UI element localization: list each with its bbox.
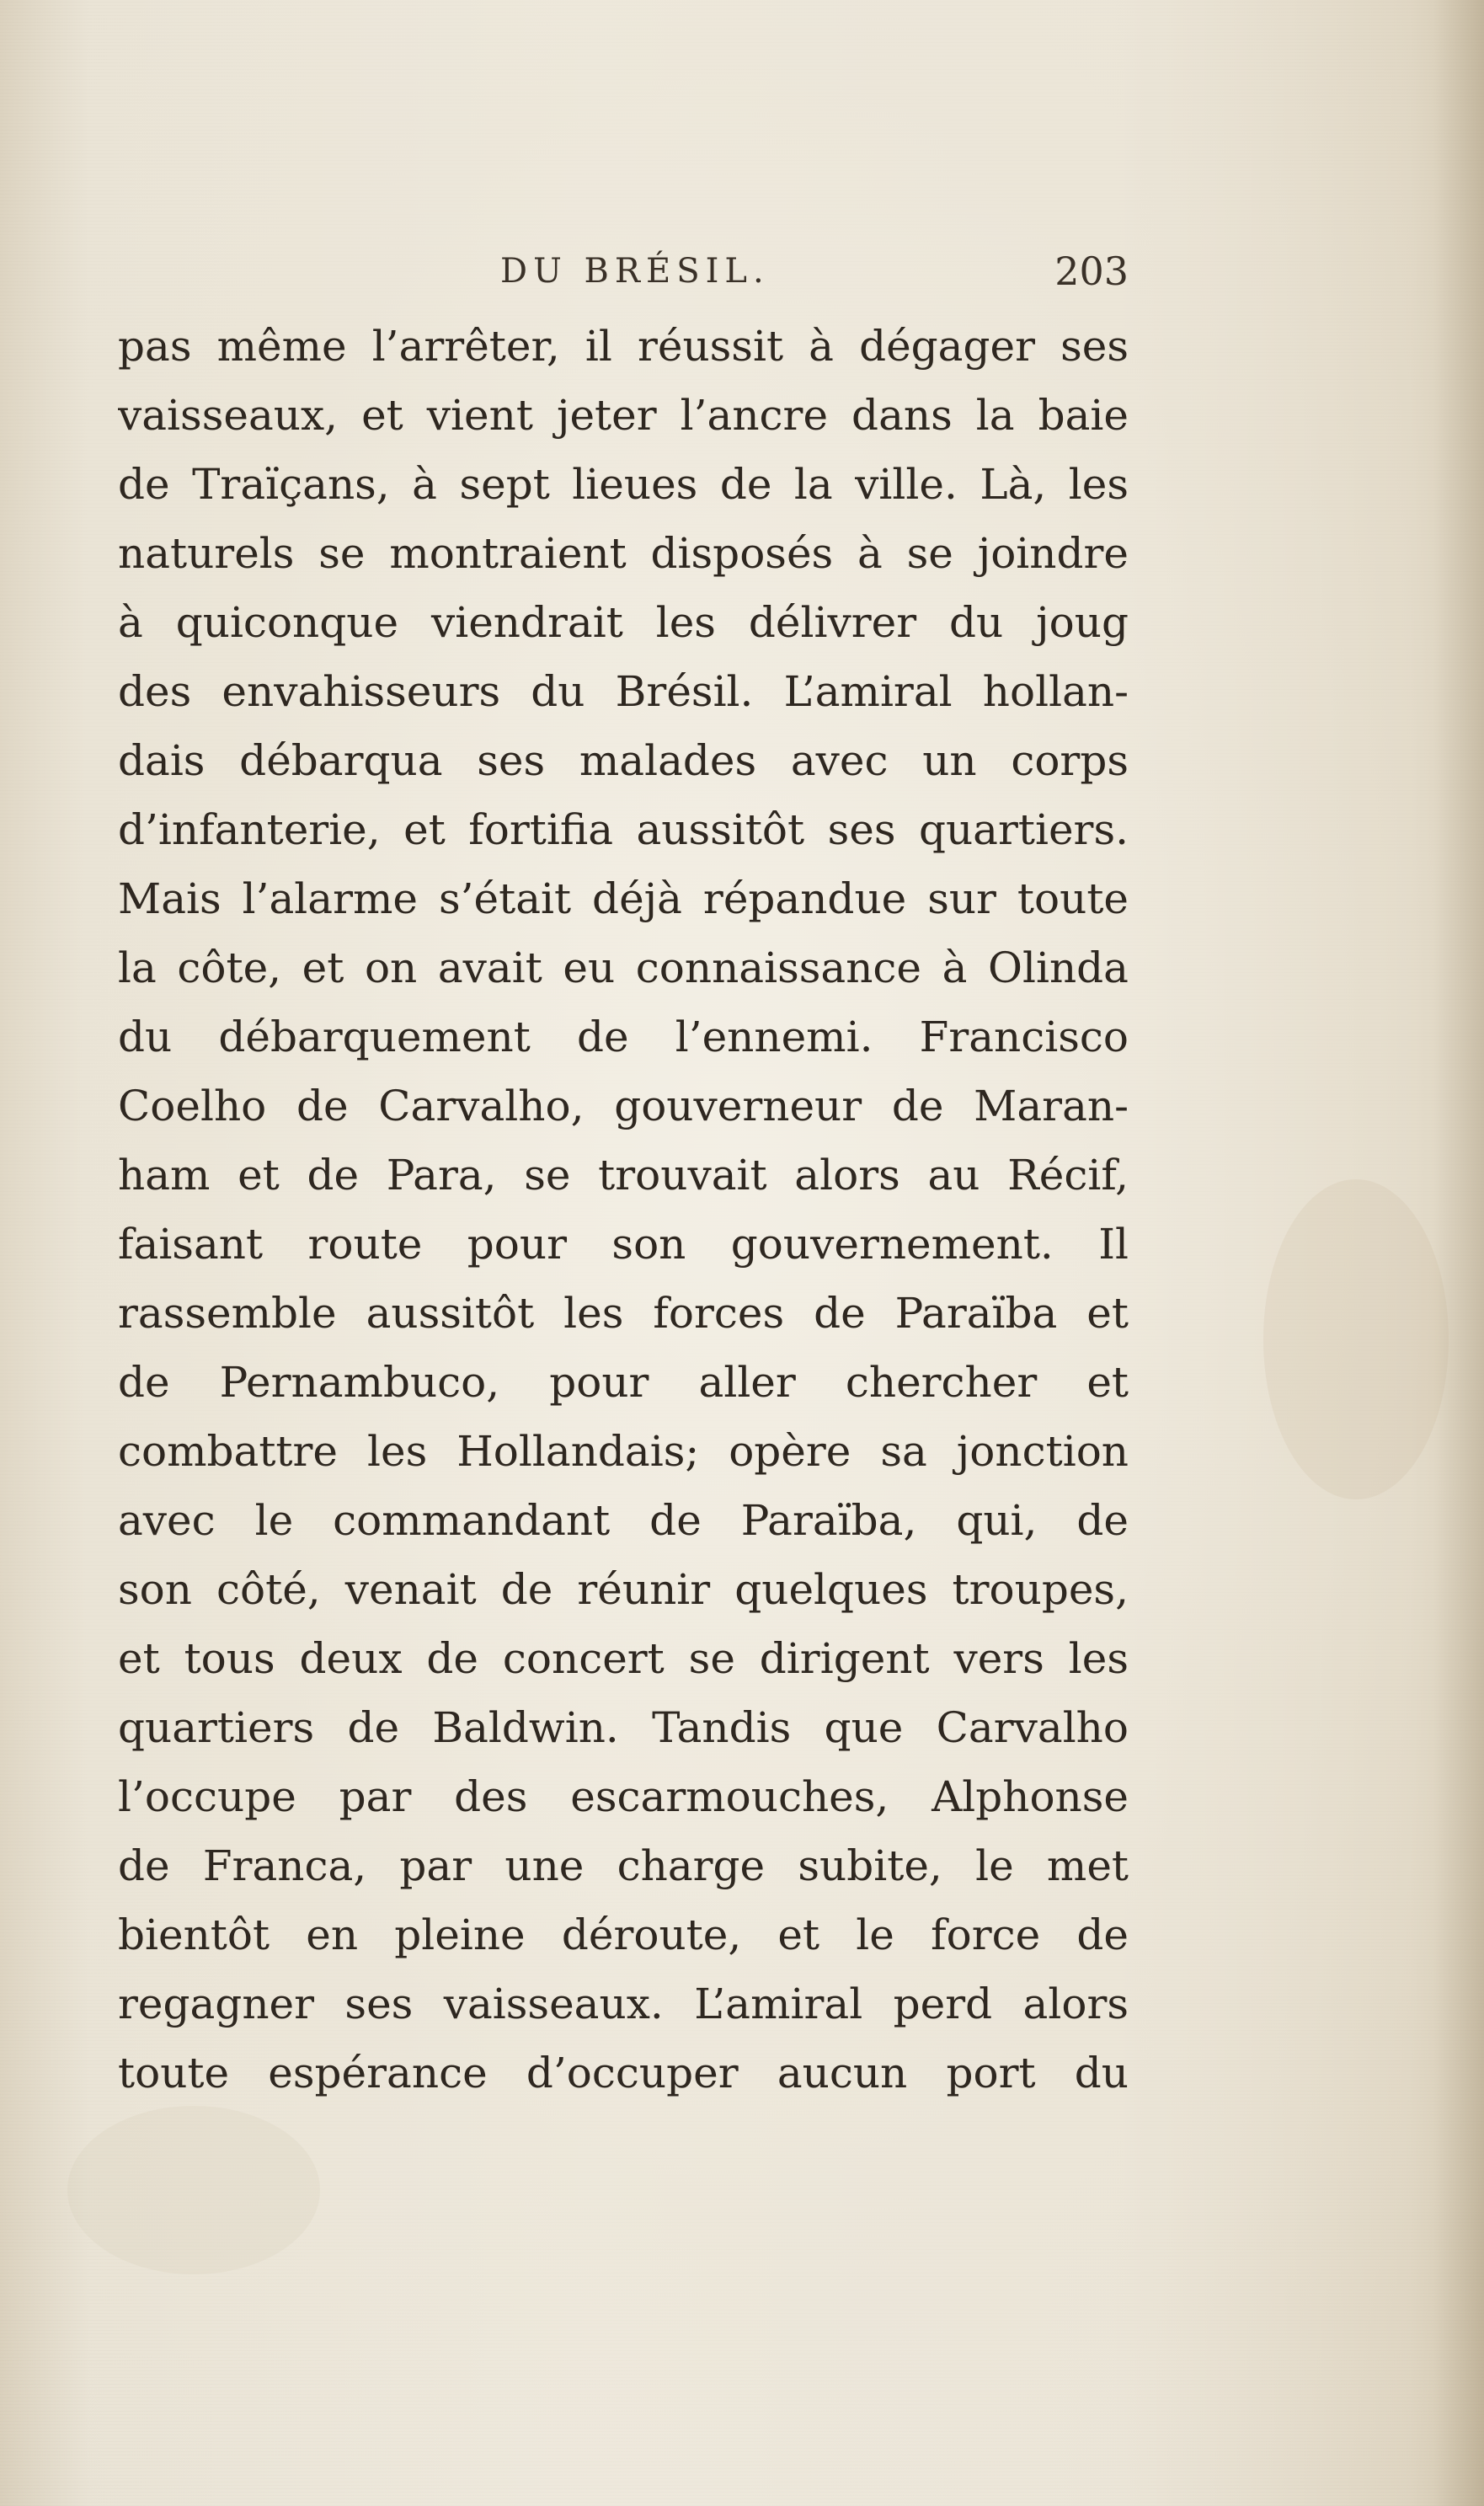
text-line: son côté, venait de réunir quelques troupes,	[118, 1565, 1129, 1614]
page-edge-shadow	[1433, 0, 1484, 2506]
page-number: 203	[1054, 248, 1129, 294]
text-line: naturels se montraient disposés à se joindre	[118, 529, 1129, 578]
paper-stain	[1263, 1179, 1449, 1499]
text-line: l’occupe par des escarmouches, Alphonse	[118, 1772, 1129, 1821]
text-line: avec le commandant de Paraïba, qui, de	[118, 1496, 1129, 1545]
running-head: DU BRÉSIL.	[500, 252, 770, 291]
page-header	[118, 246, 1129, 297]
text-line: rassemble aussitôt les forces de Paraïba et	[118, 1289, 1129, 1338]
text-line: de Franca, par une charge subite, le met	[118, 1841, 1129, 1890]
text-line: du débarquement de l’ennemi. Francisco	[118, 1013, 1129, 1061]
text-line: Coelho de Carvalho, gouverneur de Maran-	[118, 1082, 1129, 1130]
text-line: combattre les Hollandais; opère sa jonction	[118, 1427, 1129, 1476]
text-line: de Pernambuco, pour aller chercher et	[118, 1358, 1129, 1407]
text-line: quartiers de Baldwin. Tandis que Carvalho	[118, 1703, 1129, 1752]
text-line: dais débarqua ses malades avec un corps	[118, 736, 1129, 785]
text-line: bientôt en pleine déroute, et le force de	[118, 1910, 1129, 1959]
paper-stain	[67, 2106, 320, 2274]
body-text	[118, 312, 1129, 2108]
text-line: faisant route pour son gouvernement. Il	[118, 1220, 1129, 1269]
text-line: d’infanterie, et fortifia aussitôt ses quartiers.	[118, 805, 1129, 854]
text-line: toute espérance d’occuper aucun port du	[118, 2049, 1129, 2097]
text-line: vaisseaux, et vient jeter l’ancre dans la baie	[118, 391, 1129, 440]
text-line: ham et de Para, se trouvait alors au Récif,	[118, 1151, 1129, 1200]
text-line: des envahisseurs du Brésil. L’amiral hollan-	[118, 667, 1129, 716]
text-line: pas même l’arrêter, il réussit à dégager ses	[118, 322, 1129, 371]
text-line: regagner ses vaisseaux. L’amiral perd alors	[118, 1980, 1129, 2028]
text-line: et tous deux de concert se dirigent vers les	[118, 1634, 1129, 1683]
text-line: la côte, et on avait eu connaissance à Olinda	[118, 943, 1129, 992]
text-line: Mais l’alarme s’était déjà répandue sur toute	[118, 874, 1129, 923]
text-line: à quiconque viendrait les délivrer du joug	[118, 598, 1129, 647]
text-line: de Traïçans, à sept lieues de la ville. Là, les	[118, 460, 1129, 509]
